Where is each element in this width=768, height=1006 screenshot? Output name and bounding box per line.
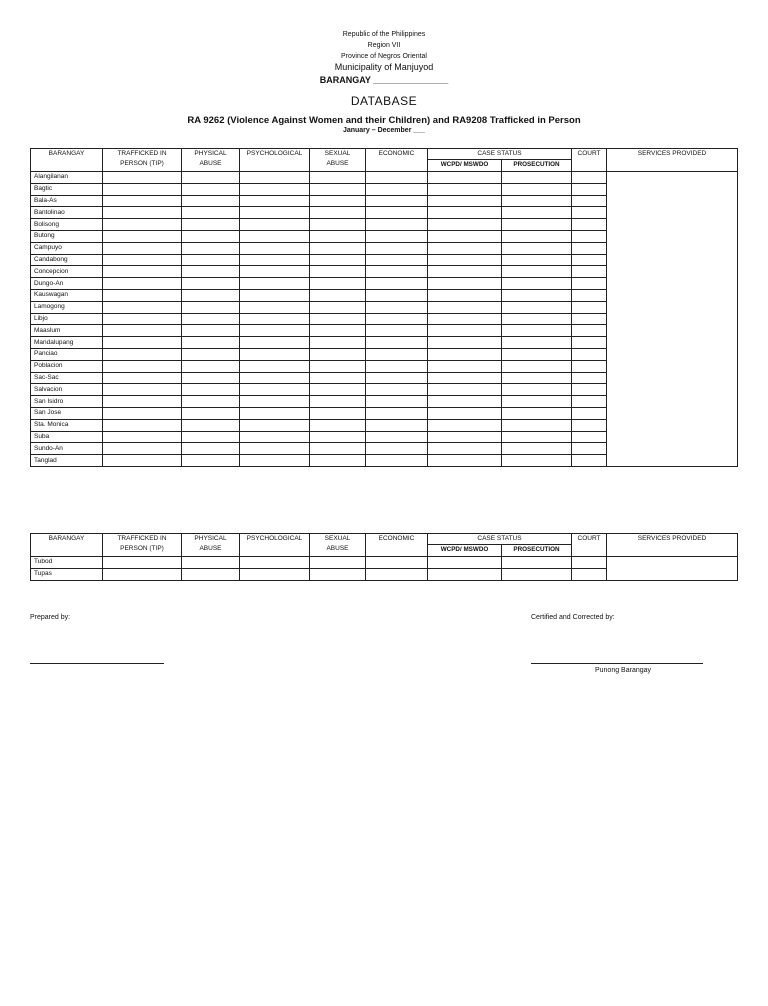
table-cell: [240, 568, 310, 580]
table-cell: [310, 195, 366, 207]
table-cell: [310, 266, 366, 278]
table-cell: [103, 419, 182, 431]
barangay-name: Mandalupang: [31, 337, 103, 349]
table-cell: [502, 443, 572, 455]
table-cell: [182, 384, 240, 396]
barangay-name: Lamogong: [31, 301, 103, 313]
col-case-status: CASE STATUS: [428, 534, 572, 545]
barangay-name: San Isidro: [31, 396, 103, 408]
table-cell: [182, 207, 240, 219]
table-cell: [240, 266, 310, 278]
header-database: DATABASE: [350, 94, 418, 108]
table-cell: [103, 301, 182, 313]
table-cell: [502, 266, 572, 278]
table-cell: [103, 266, 182, 278]
table-cell: [502, 195, 572, 207]
table-cell: [366, 384, 428, 396]
table-cell: [502, 325, 572, 337]
prepared-by-signature-line: [30, 663, 164, 664]
table-cell: [366, 195, 428, 207]
barangay-name: Bolisong: [31, 219, 103, 231]
table-cell: [572, 455, 607, 467]
table-cell: [572, 254, 607, 266]
table-cell: [310, 289, 366, 301]
certified-by-label: Certified and Corrected by:: [531, 614, 615, 621]
table-cell: [572, 431, 607, 443]
table-cell: [428, 207, 502, 219]
table-cell: [366, 183, 428, 195]
table-cell: [572, 195, 607, 207]
table-cell: [310, 372, 366, 384]
table-cell: [310, 254, 366, 266]
col-wcpd: WCPD/ MSWDO: [428, 160, 502, 172]
table-cell: [572, 219, 607, 231]
header-region: Region VII: [367, 42, 401, 49]
table-cell: [502, 384, 572, 396]
table-cell: [103, 455, 182, 467]
col-court: COURT: [572, 534, 607, 557]
table-cell: [182, 431, 240, 443]
table-cell: [366, 337, 428, 349]
table-cell: [103, 568, 182, 580]
table-cell: [366, 313, 428, 325]
barangay-name: Tanglad: [31, 455, 103, 467]
table-cell: [182, 337, 240, 349]
table-cell: [428, 431, 502, 443]
table-cell: [103, 348, 182, 360]
table-cell: [240, 254, 310, 266]
col-prosecution: PROSECUTION: [502, 160, 572, 172]
table-cell: [428, 396, 502, 408]
table-cell: [240, 242, 310, 254]
col-services: SERVICES PROVIDED: [607, 149, 738, 172]
barangay-name: Bagtic: [31, 183, 103, 195]
table-cell: [103, 443, 182, 455]
table-cell: [502, 301, 572, 313]
table-cell: [502, 219, 572, 231]
table-cell: [310, 172, 366, 184]
table-cell: [182, 183, 240, 195]
table-cell: [310, 455, 366, 467]
col-barangay: BARANGAY: [31, 534, 103, 557]
table-cell: [366, 443, 428, 455]
table-cell: [428, 337, 502, 349]
table-cell: [502, 372, 572, 384]
table-cell: [103, 207, 182, 219]
header-municipality: Municipality of Manjuyod: [334, 62, 434, 72]
table-cell: [502, 183, 572, 195]
table-cell: [572, 557, 607, 569]
table-cell: [240, 301, 310, 313]
table-cell: [366, 325, 428, 337]
col-wcpd: WCPD/ MSWDO: [428, 545, 502, 557]
table-cell: [310, 407, 366, 419]
table-cell: [240, 337, 310, 349]
table-cell: [572, 337, 607, 349]
barangay-name: Campuyo: [31, 242, 103, 254]
table-cell: [182, 455, 240, 467]
table-cell: [502, 289, 572, 301]
header-title: RA 9262 (Violence Against Women and their Children) and RA9208 Trafficked in Person: [187, 115, 581, 126]
col-tip: TRAFFICKED IN PERSON (TIP): [103, 534, 182, 557]
table-cell: [103, 557, 182, 569]
table-cell: [502, 313, 572, 325]
barangay-name: Maaslum: [31, 325, 103, 337]
table-cell: [310, 348, 366, 360]
col-case-status: CASE STATUS: [428, 149, 572, 160]
table-cell: [428, 557, 502, 569]
col-economic: ECONOMIC: [366, 534, 428, 557]
table-cell: [103, 219, 182, 231]
table-cell: [366, 431, 428, 443]
table-cell: [572, 325, 607, 337]
table-cell: [572, 407, 607, 419]
table-cell: [310, 419, 366, 431]
table-cell: [240, 455, 310, 467]
table-cell: [240, 557, 310, 569]
barangay-name: Suba: [31, 431, 103, 443]
barangay-name: Kauswagan: [31, 289, 103, 301]
table-cell: [572, 348, 607, 360]
table-cell: [240, 372, 310, 384]
table-cell: [572, 278, 607, 290]
table-cell: [428, 230, 502, 242]
table-cell: [310, 384, 366, 396]
col-psychological: PSYCHOLOGICAL: [240, 149, 310, 172]
table-cell: [502, 207, 572, 219]
table-cell: [182, 443, 240, 455]
table-cell: [182, 172, 240, 184]
table-cell: [240, 207, 310, 219]
table-cell: [572, 266, 607, 278]
table-cell: [502, 230, 572, 242]
table-cell: [428, 183, 502, 195]
table-cell: [103, 396, 182, 408]
table-cell: [502, 407, 572, 419]
table-cell: [572, 419, 607, 431]
table-cell: [428, 455, 502, 467]
barangay-name: Bala-As: [31, 195, 103, 207]
barangay-name: Bantolinao: [31, 207, 103, 219]
table-cell: [366, 568, 428, 580]
table-cell: [182, 396, 240, 408]
table-cell: [240, 289, 310, 301]
barangay-name: Dungo-An: [31, 278, 103, 290]
table-cell: [240, 348, 310, 360]
col-economic: ECONOMIC: [366, 149, 428, 172]
table-cell: [502, 396, 572, 408]
table-cell: [502, 242, 572, 254]
table-cell: [366, 419, 428, 431]
table-cell: [572, 301, 607, 313]
col-sexual: SEXUAL ABUSE: [310, 534, 366, 557]
table-cell: [103, 289, 182, 301]
table-cell: [103, 360, 182, 372]
table-cell: [182, 266, 240, 278]
table-cell: [428, 372, 502, 384]
table-cell: [182, 301, 240, 313]
table-cell: [366, 172, 428, 184]
table-cell: [428, 407, 502, 419]
table-cell: [103, 407, 182, 419]
table-cell: [366, 301, 428, 313]
col-prosecution: PROSECUTION: [502, 545, 572, 557]
col-tip: TRAFFICKED IN PERSON (TIP): [103, 149, 182, 172]
table-cell: [182, 278, 240, 290]
table-cell: [240, 219, 310, 231]
services-provided-cell: [607, 557, 738, 581]
table-cell: [182, 242, 240, 254]
table-cell: [366, 289, 428, 301]
table-cell: [182, 348, 240, 360]
table-cell: [182, 407, 240, 419]
barangay-name: San Jose: [31, 407, 103, 419]
table-cell: [240, 396, 310, 408]
col-court: COURT: [572, 149, 607, 172]
col-sexual: SEXUAL ABUSE: [310, 149, 366, 172]
table-cell: [310, 278, 366, 290]
table-cell: [310, 219, 366, 231]
table-cell: [366, 348, 428, 360]
table-cell: [428, 289, 502, 301]
table-cell: [366, 266, 428, 278]
table-cell: [428, 360, 502, 372]
punong-barangay-label: Punong Barangay: [594, 667, 652, 674]
table-cell: [366, 278, 428, 290]
table-cell: [310, 568, 366, 580]
table-cell: [428, 301, 502, 313]
vawc-table-1: [30, 148, 738, 467]
table-cell: [366, 455, 428, 467]
services-provided-cell: [607, 172, 738, 467]
barangay-name: Tupas: [31, 568, 103, 580]
table-cell: [366, 207, 428, 219]
table-cell: [366, 360, 428, 372]
table-cell: [240, 183, 310, 195]
table-cell: [182, 254, 240, 266]
table-row: [31, 172, 738, 184]
table-row: [31, 557, 738, 569]
table-cell: [502, 568, 572, 580]
table-cell: [103, 230, 182, 242]
table-cell: [502, 360, 572, 372]
table-cell: [572, 360, 607, 372]
table-cell: [310, 557, 366, 569]
barangay-name: Salvacion: [31, 384, 103, 396]
barangay-name: Concepcion: [31, 266, 103, 278]
table-cell: [428, 172, 502, 184]
table-cell: [240, 431, 310, 443]
table-cell: [310, 443, 366, 455]
table-cell: [182, 419, 240, 431]
barangay-name: Libjo: [31, 313, 103, 325]
table-cell: [502, 455, 572, 467]
table-cell: [428, 278, 502, 290]
table-cell: [572, 372, 607, 384]
header-barangay: BARANGAY _______________: [319, 75, 449, 85]
table-cell: [182, 195, 240, 207]
header-republic: Republic of the Philippines: [342, 31, 426, 38]
table-cell: [366, 407, 428, 419]
table-cell: [572, 230, 607, 242]
table-cell: [240, 360, 310, 372]
table-cell: [103, 195, 182, 207]
table-cell: [310, 360, 366, 372]
table-cell: [240, 278, 310, 290]
table-cell: [182, 557, 240, 569]
table-cell: [103, 278, 182, 290]
table-cell: [103, 183, 182, 195]
table-cell: [366, 242, 428, 254]
prepared-by-label: Prepared by:: [30, 614, 71, 621]
col-barangay: BARANGAY: [31, 149, 103, 172]
table-cell: [366, 396, 428, 408]
barangay-name: Butong: [31, 230, 103, 242]
table-cell: [310, 207, 366, 219]
header-province: Province of Negros Oriental: [341, 53, 427, 60]
table-cell: [182, 568, 240, 580]
table-cell: [428, 325, 502, 337]
table-cell: [103, 431, 182, 443]
table-cell: [428, 254, 502, 266]
table-cell: [572, 384, 607, 396]
table-cell: [428, 219, 502, 231]
table-cell: [428, 419, 502, 431]
table-cell: [428, 348, 502, 360]
col-services: SERVICES PROVIDED: [607, 534, 738, 557]
table-cell: [502, 172, 572, 184]
col-psychological: PSYCHOLOGICAL: [240, 534, 310, 557]
table-cell: [103, 372, 182, 384]
table-cell: [182, 289, 240, 301]
table-cell: [366, 230, 428, 242]
table-cell: [366, 254, 428, 266]
table-cell: [572, 289, 607, 301]
table-cell: [310, 396, 366, 408]
table-cell: [103, 325, 182, 337]
table-cell: [240, 419, 310, 431]
table-cell: [182, 219, 240, 231]
table-cell: [572, 568, 607, 580]
table-cell: [502, 431, 572, 443]
table-cell: [240, 407, 310, 419]
table-cell: [103, 242, 182, 254]
table-cell: [428, 313, 502, 325]
barangay-name: Sta. Monica: [31, 419, 103, 431]
barangay-name: Sundo-An: [31, 443, 103, 455]
table-cell: [182, 230, 240, 242]
table-cell: [182, 372, 240, 384]
table-cell: [310, 242, 366, 254]
table-cell: [310, 325, 366, 337]
table-cell: [428, 384, 502, 396]
certified-by-signature-line: [531, 663, 703, 664]
table-cell: [428, 443, 502, 455]
table-cell: [502, 254, 572, 266]
table-cell: [240, 172, 310, 184]
table-cell: [103, 384, 182, 396]
table-cell: [428, 195, 502, 207]
table-cell: [428, 242, 502, 254]
table-cell: [103, 337, 182, 349]
col-physical: PHYSICAL ABUSE: [182, 149, 240, 172]
table-cell: [310, 431, 366, 443]
vawc-table-2: [30, 533, 738, 581]
table-cell: [240, 443, 310, 455]
table-cell: [103, 254, 182, 266]
table-cell: [572, 443, 607, 455]
table-cell: [310, 301, 366, 313]
barangay-name: Tubod: [31, 557, 103, 569]
table-cell: [366, 557, 428, 569]
table-cell: [240, 313, 310, 325]
table-cell: [502, 348, 572, 360]
table-cell: [310, 183, 366, 195]
table-cell: [572, 242, 607, 254]
table-cell: [182, 360, 240, 372]
table-cell: [502, 557, 572, 569]
table-cell: [182, 313, 240, 325]
barangay-name: Panciao: [31, 348, 103, 360]
table-cell: [572, 396, 607, 408]
col-physical: PHYSICAL ABUSE: [182, 534, 240, 557]
table-cell: [366, 219, 428, 231]
table-cell: [103, 172, 182, 184]
header-period: January – December ___: [342, 127, 426, 134]
table-cell: [428, 568, 502, 580]
table-cell: [240, 325, 310, 337]
table-cell: [428, 266, 502, 278]
table-cell: [240, 195, 310, 207]
table-cell: [502, 419, 572, 431]
table-cell: [240, 230, 310, 242]
barangay-name: Alangilanan: [31, 172, 103, 184]
table-cell: [310, 230, 366, 242]
barangay-name: Candabong: [31, 254, 103, 266]
table-cell: [240, 384, 310, 396]
table-cell: [502, 278, 572, 290]
table-cell: [182, 325, 240, 337]
barangay-name: Poblacion: [31, 360, 103, 372]
table-cell: [310, 337, 366, 349]
barangay-name: Sac-Sac: [31, 372, 103, 384]
table-cell: [310, 313, 366, 325]
table-cell: [103, 313, 182, 325]
table-cell: [366, 372, 428, 384]
table-cell: [572, 172, 607, 184]
table-cell: [502, 337, 572, 349]
table-cell: [572, 207, 607, 219]
table-cell: [572, 313, 607, 325]
table-cell: [572, 183, 607, 195]
